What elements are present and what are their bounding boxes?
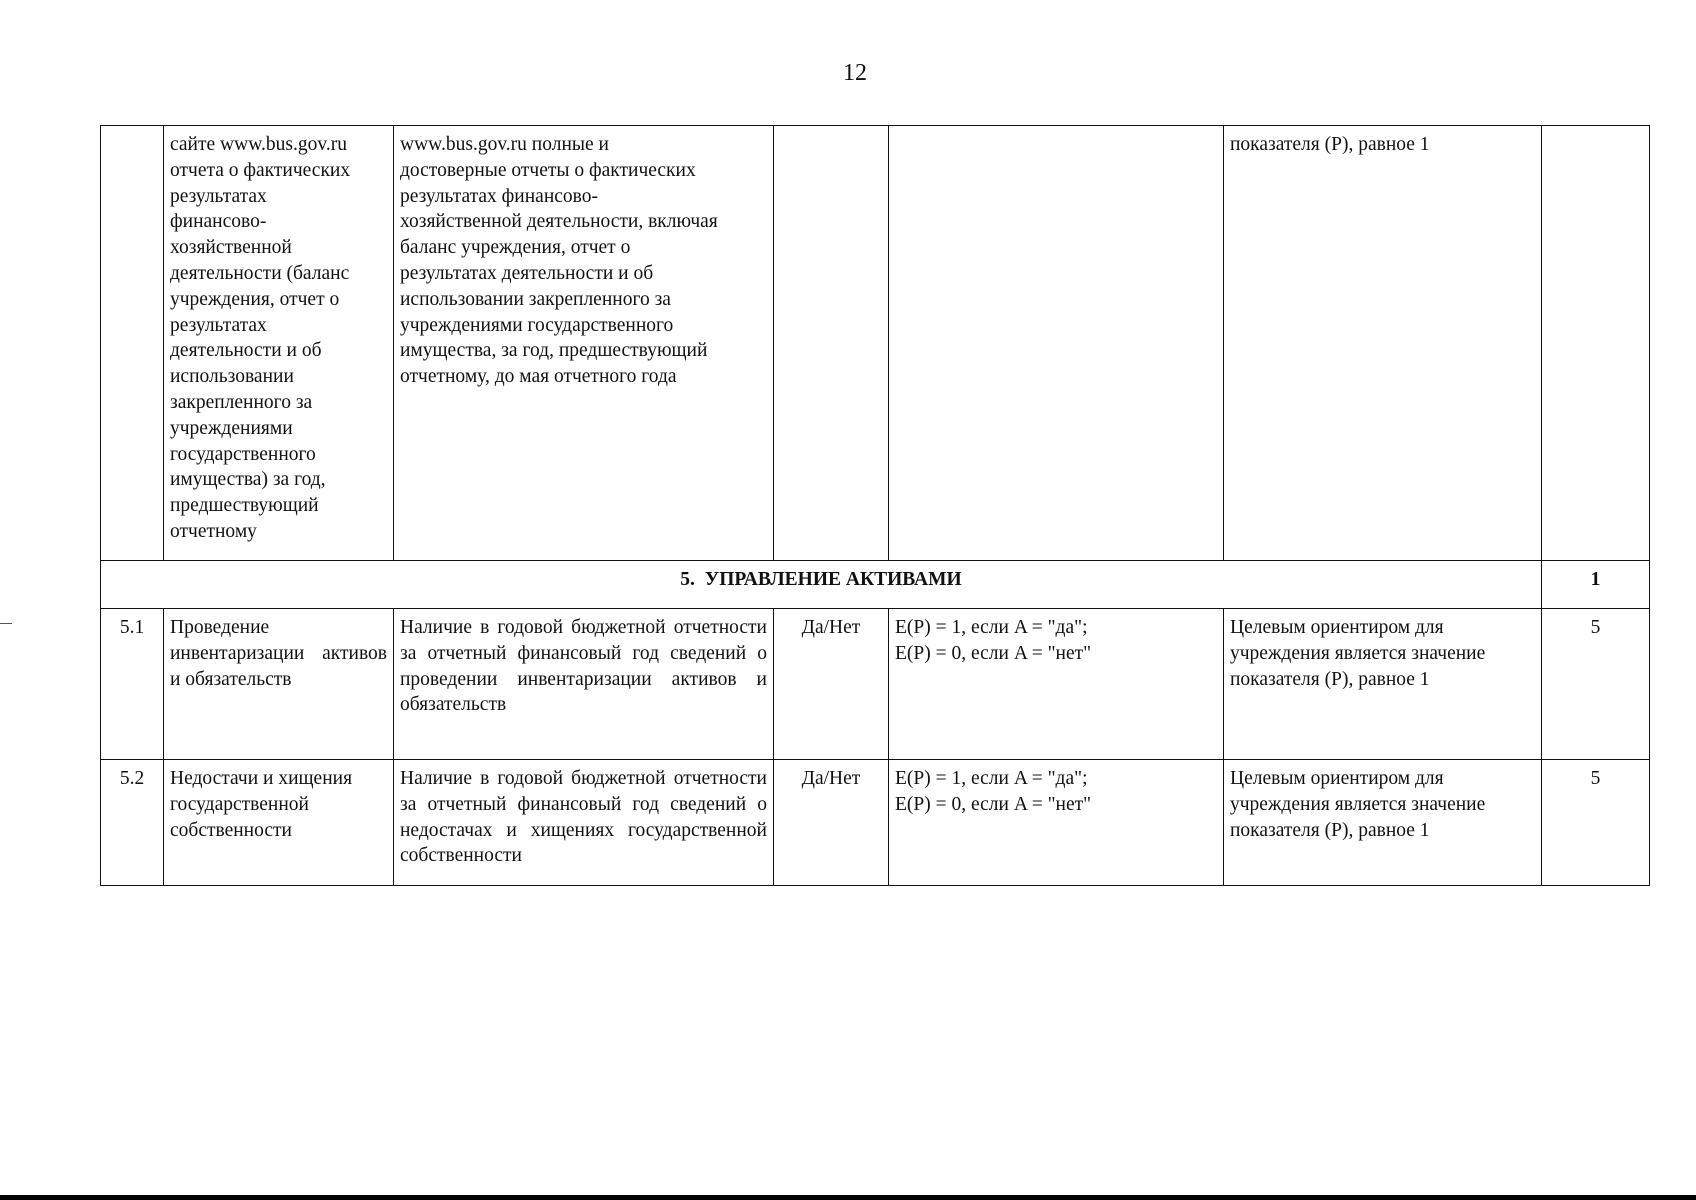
continuation-row	[101, 126, 1650, 561]
section-title	[101, 561, 1542, 609]
row-number: 5.2	[101, 760, 164, 886]
row-description: Наличие в годовой бюджетной отчетности за отчетный финансовый год сведений о недостачах и хищениях государственной собственности	[394, 760, 774, 886]
row-score: 5	[1542, 760, 1650, 886]
row-score: 5	[1542, 609, 1650, 760]
row-name: Проведение инвентаризации активов и обязательств	[164, 609, 394, 760]
continuation-num-cell	[101, 126, 164, 561]
bottom-rule	[0, 1195, 1696, 1200]
row-name: Недостачи и хищения государственной собственности	[164, 760, 394, 886]
section-number: 5.	[680, 569, 695, 590]
continuation-description-cell: www.bus.gov.ru полные и достоверные отчеты о фактических результатах финансово- хозяйственной деятельности, включая баланс учреждения, отчет о результатах деятельности и об использовании закрепленного за учреждениями государственного имущества, за год, предшествующий отчетному, до мая отчетного года	[394, 126, 774, 561]
continuation-name-cell: сайте www.bus.gov.ru отчета о фактических результатах финансово- хозяйственной деятельности (баланс учреждения, отчет о результатах деятельности и об использовании закрепленного за учреждениями государственного имущества) за год, предшествующий отчетному	[164, 126, 394, 561]
criteria-table	[100, 125, 1650, 886]
continuation-target-cell: показателя (P), равное 1	[1224, 126, 1542, 561]
row-target: Целевым ориентиром для учреждения является значение показателя (P), равное 1	[1224, 609, 1542, 760]
section-header-row	[101, 561, 1650, 609]
row-number: 5.1	[101, 609, 164, 760]
continuation-score-cell	[1542, 126, 1650, 561]
table-row	[101, 609, 1650, 760]
row-formula: E(P) = 1, если A = "да"; E(P) = 0, если A = "нет"	[889, 760, 1224, 886]
margin-tick	[0, 623, 12, 624]
page-number: 12	[843, 60, 867, 86]
row-formula: E(P) = 1, если A = "да"; E(P) = 0, если A = "нет"	[889, 609, 1224, 760]
row-target: Целевым ориентиром для учреждения является значение показателя (P), равное 1	[1224, 760, 1542, 886]
continuation-unit-cell	[774, 126, 889, 561]
section-score: 1	[1542, 561, 1650, 609]
section-title-text: УПРАВЛЕНИЕ АКТИВАМИ	[704, 569, 962, 590]
table-row	[101, 760, 1650, 886]
row-unit: Да/Нет	[774, 760, 889, 886]
continuation-formula-cell	[889, 126, 1224, 561]
row-description: Наличие в годовой бюджетной отчетности за отчетный финансовый год сведений о проведении инвентаризации активов и обязательств	[394, 609, 774, 760]
row-unit: Да/Нет	[774, 609, 889, 760]
